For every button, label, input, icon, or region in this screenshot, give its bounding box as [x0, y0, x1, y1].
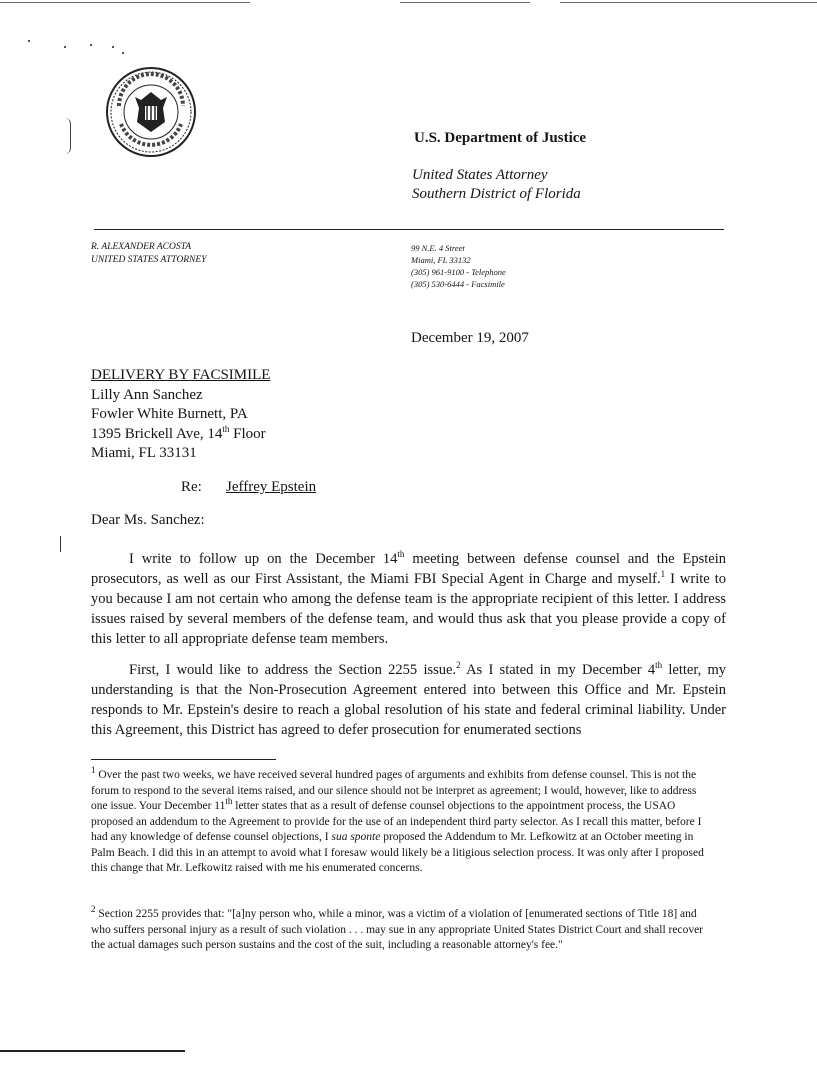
delivery-method: DELIVERY BY FACSIMILE [91, 367, 271, 383]
footnote-ref-1: 1 [660, 569, 666, 580]
scan-speck [28, 40, 30, 42]
office-address [411, 242, 506, 290]
recipient-street-a: 1395 Brickell Ave, 14 [91, 425, 223, 442]
p1-text-b: meeting between defense counsel and the Epstein prosecutors, as well as our First Assistant, the Miami FBI Special Agent in Charge and myself. [91, 551, 726, 587]
scan-speck [122, 52, 124, 54]
footnote-1 [91, 765, 715, 877]
footnote-2 [91, 904, 715, 954]
re-label: Re: [181, 479, 202, 495]
scan-artifact-top-right [560, 2, 817, 3]
salutation: Dear Ms. Sanchez: [91, 512, 205, 528]
attorney-block [91, 241, 206, 267]
letter-date: December 19, 2007 [411, 330, 529, 346]
recipient-city: Miami, FL 33131 [91, 445, 197, 461]
address-phone: (305) 961-9100 - Telephone [411, 267, 506, 277]
re-subject: Jeffrey Epstein [226, 479, 317, 495]
office-name [412, 166, 581, 204]
recipient-street-b: Floor [229, 425, 266, 442]
bottom-scan-rule [0, 1050, 185, 1052]
address-street: 99 N.E. 4 Street [411, 243, 465, 253]
recipient-street-sup: th [222, 423, 230, 434]
scan-artifact-top-left [0, 2, 250, 3]
footnote-1-sup: th [225, 796, 233, 807]
footnote-2-text: Section 2255 provides that: "[a]ny person who, while a minor, was a victim of a violation of [enumerated sections of Title 18] and who suffers personal injury as a result of such violation . . . may sue in any appropriate United States District Court and shall recover the actual damages such person sustains and the cost of the suit, including a reasonable attorney's fee." [91, 908, 704, 951]
p1-text-c: I write to you because I am not certain who among the defense team is the appropriate recipient of this letter. I address issues raised by several members of the defense team, and would thus ask that you please provide a copy of this letter to all appropriate defense team members. [91, 571, 726, 647]
office-line-2: Southern District of Florida [412, 186, 581, 202]
p2-text-c: letter, my understanding is that the Non-Prosecution Agreement entered into between this Office and Mr. Epstein responds to Mr. Epstein's desire to reach a global resolution of his state and federal criminal liability. Under this Agreement, this District has agreed to defer prosecution for enumerated sections [91, 662, 727, 738]
recipient-block [91, 366, 270, 464]
office-line-1: United States Attorney [412, 167, 548, 183]
footnote-divider [91, 759, 276, 760]
paragraph-1 [91, 549, 726, 649]
attorney-name: R. ALEXANDER ACOSTA [91, 242, 192, 252]
footnote-1-text-b: letter states that as a result of defense counsel objections to the appointment process, the USAO proposed an addendum to the Agreement to provide for the use of an independent third party selector. As I recall this matter, before I had any knowledge of defense counsel objections, I [91, 800, 702, 843]
scan-margin-mark [60, 536, 61, 552]
address-fax: (305) 530-6444 - Facsimile [411, 279, 505, 289]
footnote-ref-2: 2 [456, 660, 461, 671]
department-name: U.S. Department of Justice [414, 130, 587, 146]
footnote-1-text-a: Over the past two weeks, we have received several hundred pages of arguments and exhibits from defense counsel. This is not the forum to respond to the several items raised, and our silence should not be interpret as agreement; I would, however, like to address one issue. Your December 11 [91, 769, 697, 812]
p2-text-a: First, I would like to address the Section 2255 issue. [129, 662, 457, 678]
recipient-name: Lilly Ann Sanchez [91, 386, 203, 403]
scan-speck [90, 44, 92, 46]
scan-bracket-mark [64, 118, 71, 154]
scan-artifact-top-mid [400, 2, 530, 3]
p1-sup-1: th [397, 549, 405, 560]
recipient-street [91, 425, 270, 445]
recipient-firm: Fowler White Burnett, PA [91, 406, 248, 422]
footnote-1-italic: sua sponte [331, 831, 381, 843]
doj-seal-icon [105, 66, 197, 158]
attorney-title: UNITED STATES ATTORNEY [91, 255, 207, 265]
scan-speck [112, 46, 114, 48]
footnote-1-text-c: proposed the Addendum to Mr. Lefkowitz at an October meeting in Palm Beach. I did this in an attempt to avoid what I foresaw would likely be a litigious selection process. It was only after I proposed this change that Mr. Lefkowitz raised with me his enumerated concerns. [91, 831, 704, 874]
p2-text-b: As I stated in my December 4 [460, 662, 656, 678]
footnote-1-number: 1 [91, 765, 96, 776]
p1-text-a: I write to follow up on the December 14 [129, 551, 398, 567]
letterhead-divider [94, 229, 724, 230]
paragraph-2 [91, 660, 726, 740]
scan-speck [64, 46, 66, 48]
footnote-2-number: 2 [91, 904, 96, 915]
address-city: Miami, FL 33132 [411, 255, 471, 265]
p2-sup-2: th [655, 660, 663, 671]
